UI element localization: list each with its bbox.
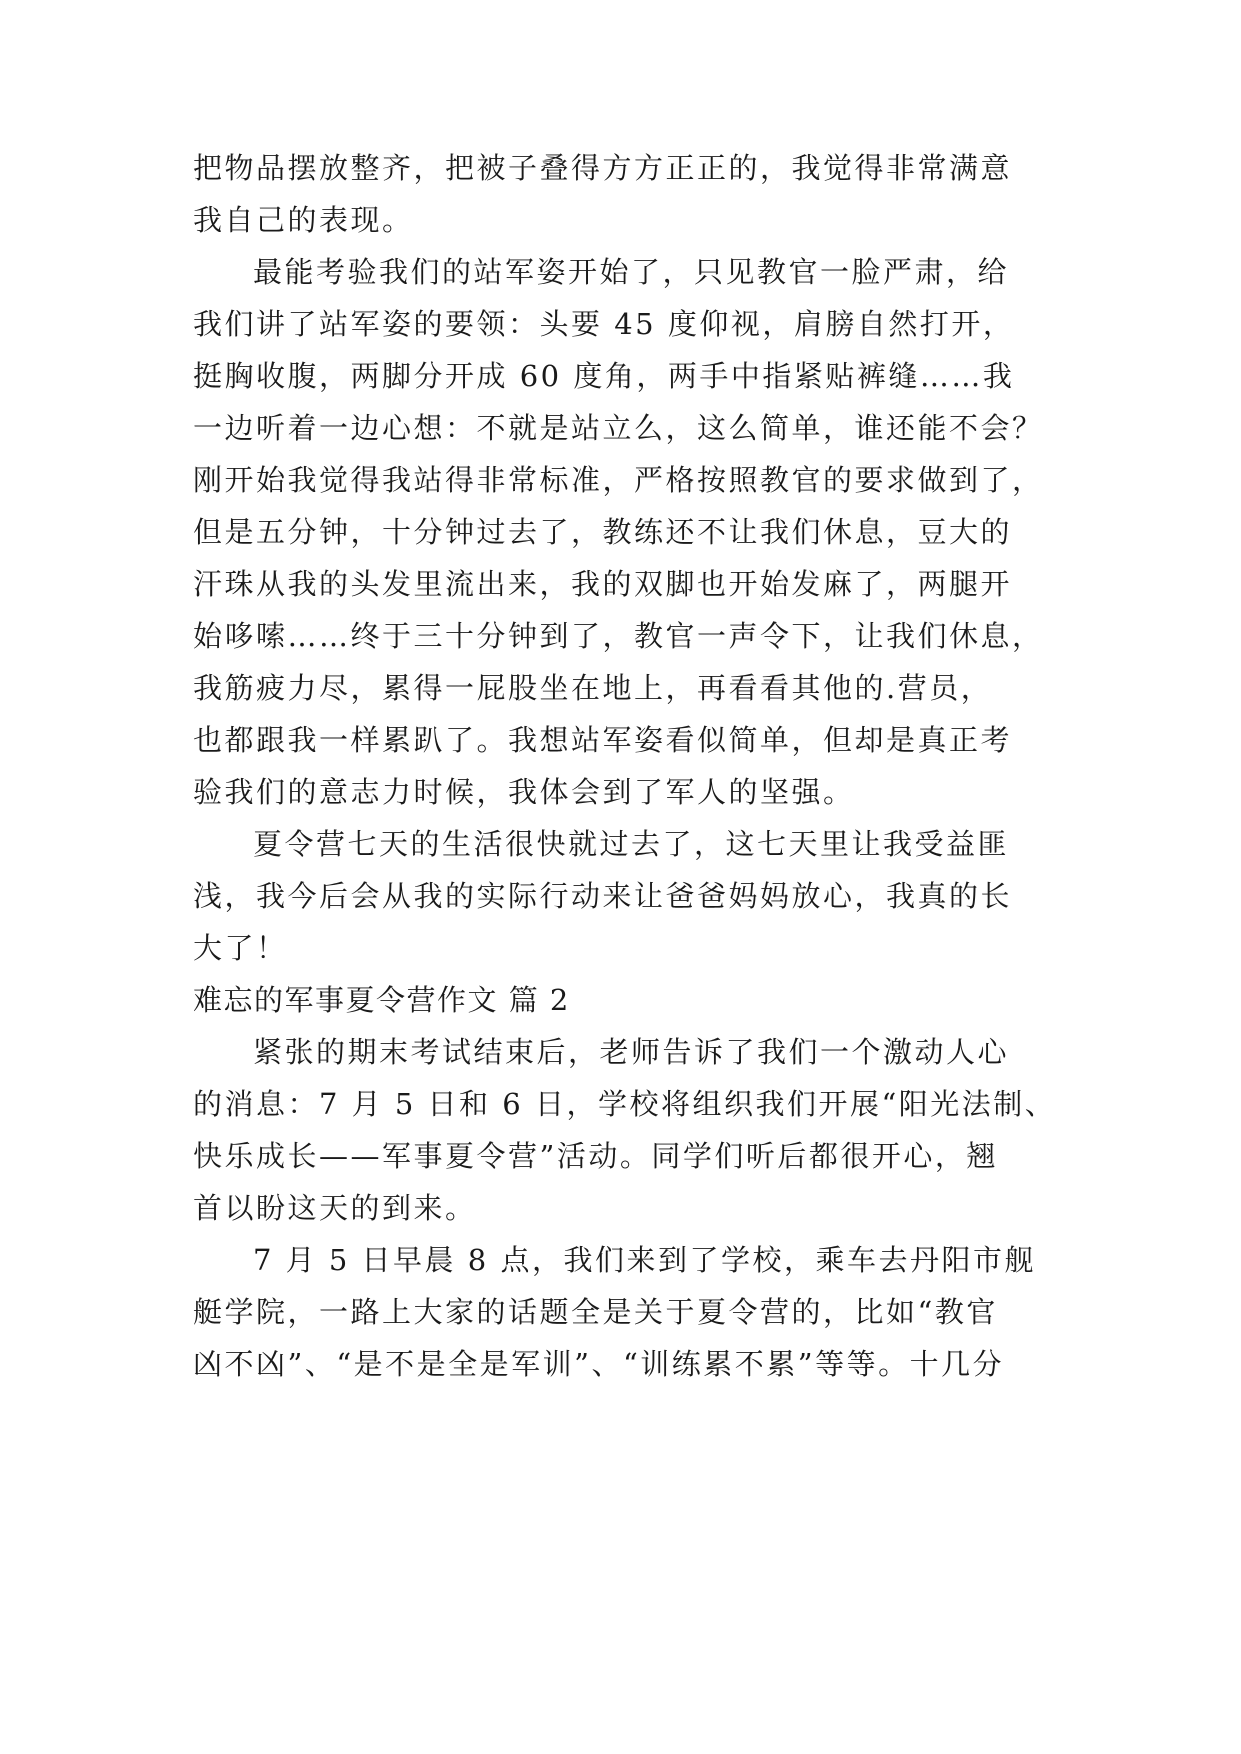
text-line: 汗珠从我的头发里流出来，我的双脚也开始发麻了，两腿开 xyxy=(193,567,1013,601)
text-line: 把物品摆放整齐，把被子叠得方方正正的，我觉得非常满意 xyxy=(193,151,1013,185)
text-line: 但是五分钟，十分钟过去了，教练还不让我们休息，豆大的 xyxy=(193,515,1013,549)
text-line: 我们讲了站军姿的要领：头要 45 度仰视，肩膀自然打开， xyxy=(193,307,1015,341)
text-line: 我自己的表现。 xyxy=(193,203,414,237)
text-line: 我筋疲力尽，累得一屁股坐在地上，再看看其他的.营员， xyxy=(193,671,993,705)
text-line: 艇学院，一路上大家的话题全是关于夏令营的，比如“教官 xyxy=(193,1295,998,1329)
paragraph-start: 紧张的期末考试结束后，老师告诉了我们一个激动人心 xyxy=(253,1035,1010,1069)
paragraph-start: 夏令营七天的生活很快就过去了，这七天里让我受益匪 xyxy=(253,827,1010,861)
text-line: 刚开始我觉得我站得非常标准，严格按照教官的要求做到了， xyxy=(193,463,1044,497)
text-line: 的消息：7 月 5 日和 6 日，学校将组织我们开展“阳光法制、 xyxy=(193,1087,1057,1121)
section-heading: 难忘的军事夏令营作文 篇 2 xyxy=(193,983,570,1017)
text-line: 验我们的意志力时候，我体会到了军人的坚强。 xyxy=(193,775,855,809)
text-line: 凶不凶”、“是不是全是军训”、“训练累不累”等等。十几分 xyxy=(193,1347,1005,1381)
text-line: 大了！ xyxy=(193,931,288,965)
paragraph-start: 7 月 5 日早晨 8 点，我们来到了学校，乘车去丹阳市舰 xyxy=(253,1243,1036,1277)
text-line: 始哆嗦……终于三十分钟到了，教官一声令下，让我们休息， xyxy=(193,619,1044,653)
text-line: 挺胸收腹，两脚分开成 60 度角，两手中指紧贴裤缝……我 xyxy=(193,359,1015,393)
text-line: 浅，我今后会从我的实际行动来让爸爸妈妈放心，我真的长 xyxy=(193,879,1013,913)
text-line: 快乐成长——军事夏令营”活动。同学们听后都很开心，翘 xyxy=(193,1139,998,1173)
text-line: 首以盼这天的到来。 xyxy=(193,1191,477,1225)
text-line: 也都跟我一样累趴了。我想站军姿看似简单，但却是真正考 xyxy=(193,723,1013,757)
text-line: 一边听着一边心想：不就是站立么，这么简单，谁还能不会？ xyxy=(193,411,1044,445)
paragraph-start: 最能考验我们的站军姿开始了，只见教官一脸严肃，给 xyxy=(253,255,1010,289)
